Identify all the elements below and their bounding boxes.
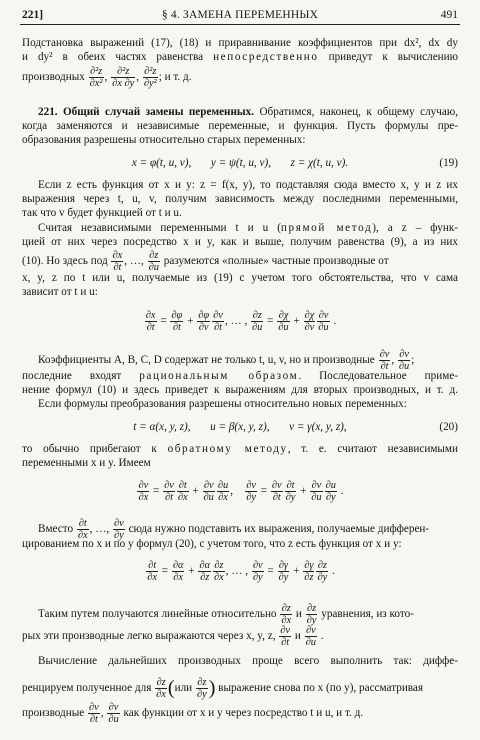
fraction-numerator: ∂φ xyxy=(198,310,210,321)
fraction-denominator: ∂x xyxy=(77,530,88,541)
p9-line-1: Вычисление дальнейших производных проще всего выполнить так: диффе- xyxy=(38,655,458,667)
section-heading: 221. Общий случай замены переменных. xyxy=(38,106,255,118)
fraction xyxy=(196,677,208,700)
fraction xyxy=(252,560,264,583)
fraction-denominator: ∂u xyxy=(305,637,316,648)
p9-line-2 xyxy=(22,677,458,700)
fraction-numerator: ∂u xyxy=(325,480,336,491)
fraction xyxy=(203,480,215,503)
text-run: выражение снова по x (по y), рассматривая xyxy=(218,682,424,695)
fraction-denominator: ∂u xyxy=(278,322,289,333)
p7-line-2: цированием по x и по y формул (20), с учетом того, что z есть функция от x и y: xyxy=(22,538,402,550)
text-run: сюда нужно подставить их выражения, получаемые дифферен- xyxy=(128,523,430,536)
fraction-numerator: ∂v xyxy=(114,518,124,529)
p3-line-2: цией от них через посредство x и y, как и выше, получим равенства (9), а из них xyxy=(22,236,458,248)
text-run: производные xyxy=(22,707,85,720)
fraction-denominator: ∂t xyxy=(164,492,173,503)
fraction xyxy=(271,480,283,503)
fraction xyxy=(172,560,185,583)
text-run: Считая независимыми переменными t и u ( xyxy=(38,222,281,234)
fraction xyxy=(285,480,297,503)
fraction xyxy=(212,310,224,333)
text-run: последние входят xyxy=(22,370,122,382)
text-run: и dy² в обеих частях равенства xyxy=(22,51,204,63)
equation-number-19: (19) xyxy=(439,157,458,169)
fraction xyxy=(137,480,149,503)
fraction xyxy=(213,560,225,583)
fraction-denominator: ∂t xyxy=(281,637,290,648)
fraction xyxy=(145,310,157,333)
p4-line-1: Коэффициенты A, B, C, D содержат не только t, u, v, но и производные $\frac{\partial v}{\partial t}$ , $\frac{\partial v}{\partial u}$ ; xyxy=(22,349,458,372)
equation-partials-xy: $\frac{\partial v}{\partial x}$ = $\frac{\partial v}{\partial t}$ $\frac{\partial t}{\partial x}$ + $\frac{\partial v}{\partial u}$ $\frac{\partial u}{\partial x}$ , $\frac{\partial v}{\partial y}$ = $\frac{\partial v}{\partial t}$ $\frac{\partial t}{\partial y}$ + $\frac{\partial v}{\partial u}$ $\frac{\partial u}{\partial y}$ . xyxy=(138,480,344,503)
fraction xyxy=(316,560,328,583)
fraction xyxy=(217,480,229,503)
fraction-denominator: ∂t xyxy=(380,361,389,372)
text-run: , …, xyxy=(124,255,144,268)
fraction-numerator: ∂²z xyxy=(89,66,103,77)
fraction-denominator: ∂x ∂y xyxy=(112,78,135,89)
fraction xyxy=(398,349,410,372)
text-run: как функции от x и y через посредство t и u, и т. д. xyxy=(123,707,364,720)
fraction-numerator: ∂t xyxy=(178,480,187,491)
fraction xyxy=(88,702,100,725)
fraction-numerator: ∂α xyxy=(199,560,210,571)
fraction-denominator: ∂u xyxy=(148,262,159,273)
fraction-numerator: ∂v xyxy=(108,702,119,713)
text-run: прямой метод xyxy=(280,222,373,234)
fraction-numerator: ∂φ xyxy=(171,310,183,321)
fraction xyxy=(111,66,135,89)
text-run: Коэффициенты A, B, C, D содержат не только t, u, v, но и производные xyxy=(38,354,375,367)
fraction-numerator: ∂χ xyxy=(278,310,289,321)
fraction-denominator: ∂t xyxy=(172,322,181,333)
text-run: . Последовательное приме- xyxy=(298,370,459,382)
fraction xyxy=(306,603,318,626)
fraction-denominator: ∂t xyxy=(272,492,281,503)
intro-line-1: Подстановка выражений (17), (18) и приравнивание коэффициентов при dx², dx dy xyxy=(22,37,458,49)
fraction-denominator: ∂y xyxy=(246,492,256,503)
fraction-denominator: ∂y xyxy=(252,572,263,583)
text-run: ( xyxy=(167,677,175,699)
fraction xyxy=(280,603,292,626)
p3-line-4: x, y, z по t или u, получаемые из (19) с учетом того обстоятельства, что v сама xyxy=(22,272,458,284)
fraction xyxy=(303,560,314,583)
equation-19: x = φ(t, u, v), y = ψ(t, u, v), z = χ(t, u, v). xyxy=(131,157,349,169)
fraction xyxy=(111,250,123,273)
text-run: рациональным образом xyxy=(139,370,299,382)
text-run: разумеются «полные» частные производные от xyxy=(163,255,389,268)
fraction-denominator: ∂x xyxy=(173,572,184,583)
p3-line-5: зависит от t и u: xyxy=(22,286,98,298)
fraction-numerator: ∂v xyxy=(271,480,282,491)
fraction xyxy=(251,310,263,333)
fraction-denominator: ∂x xyxy=(218,492,228,503)
fraction xyxy=(325,480,337,503)
p6-line-1 xyxy=(22,443,458,456)
fraction-denominator: ∂t xyxy=(146,322,155,333)
text-run: , т. е. считают независимыми xyxy=(287,443,458,455)
fraction-denominator: ∂u xyxy=(318,322,329,333)
fraction-numerator: ∂γ xyxy=(304,560,314,571)
fraction-numerator: ∂x xyxy=(112,250,123,261)
text-run: (10). Но здесь под xyxy=(22,255,108,268)
fraction-denominator: ∂t xyxy=(89,714,98,725)
fraction xyxy=(278,560,290,583)
fraction-denominator: ∂y xyxy=(306,615,317,626)
fraction-numerator: ∂v xyxy=(89,702,99,713)
header-rule xyxy=(20,24,460,25)
fraction-denominator: ∂x xyxy=(177,492,188,503)
fraction-numerator: ∂²z xyxy=(144,66,157,77)
fraction xyxy=(304,310,316,333)
fraction xyxy=(155,677,167,700)
text-run: непосредственно xyxy=(213,51,319,63)
fraction-denominator: ∂x xyxy=(213,572,224,583)
fraction xyxy=(107,702,119,725)
equation-partials-alpha-gamma: $\frac{\partial t}{\partial x}$ = $\frac{\partial\alpha}{\partial x}$ + $\frac{\partial\alpha}{\partial z}$ $\frac{\partial z}{\partial x}$ , … , $\frac{\partial v}{\partial y}$ = $\frac{\partial\gamma}{\partial y}$ + $\frac{\partial\gamma}{\partial z}$ $\frac{\partial z}{\partial y}$ . xyxy=(147,560,335,583)
section-title: § 4. ЗАМЕНА ПЕРЕМЕННЫХ xyxy=(161,9,319,21)
text-run: то обычно прибегают к xyxy=(22,443,157,455)
fraction-denominator: ∂u xyxy=(311,492,322,503)
fraction-numerator: ∂z xyxy=(156,677,166,688)
text-run: Обратимся, наконец, к общему случаю, xyxy=(259,106,458,118)
p7-line-1: Вместо $\frac{\partial t}{\partial x}$ , …, $\frac{\partial v}{\partial y}$ сюда нужно подставить их выражения, получаемые дифферен- xyxy=(22,518,458,541)
p2-line-1: Если z есть функция от x и y: z = f(x, y), то подставляя сюда вместо x, y и z их xyxy=(38,179,458,191)
fraction-denominator: ∂z xyxy=(200,572,210,583)
fraction-numerator: ∂z xyxy=(252,310,262,321)
fraction-numerator: ∂v xyxy=(399,349,409,360)
fraction-denominator: ∂u xyxy=(203,492,214,503)
fraction-numerator: ∂z xyxy=(149,250,159,261)
intro-line-3: производных $\frac{\text{∂²z}}{\text{∂x²}}$ , $\frac{\text{∂²z}}{\partial x \partial y}$ , $\frac{\text{∂²z}}{\text{∂y²}}$ ; и т. д. xyxy=(22,66,192,89)
fraction xyxy=(279,625,291,648)
p2-line-2: выражения через t, u, v, получим зависимость между последними переменными, xyxy=(22,193,458,205)
text-run: ) xyxy=(208,677,216,699)
running-header xyxy=(20,9,460,25)
fraction-numerator: ∂v xyxy=(213,310,223,321)
p4-line-3: нение формул (10) и здесь приведет к выражениям для вторых производных, и т. д. xyxy=(22,384,458,396)
fraction-denominator: ∂x xyxy=(147,572,157,583)
fraction-denominator: ∂u xyxy=(108,714,119,725)
fraction-numerator: ∂z xyxy=(306,603,317,614)
p2-line-3: так что v будет функцией от t и u. xyxy=(22,207,182,219)
equation-20: t = α(x, y, z), u = β(x, y, z), v = γ(x, y, z), xyxy=(133,421,347,433)
fraction-numerator: ∂z xyxy=(197,677,207,688)
s221-line-3: образования разрешены относительно старых переменных: xyxy=(22,134,306,146)
fraction xyxy=(148,250,160,273)
fraction-denominator: ∂y xyxy=(278,572,289,583)
page-number-right: 491 xyxy=(440,9,458,21)
fraction-numerator: ∂α xyxy=(172,560,184,571)
p5-line-1: Если формулы преобразования разрешены относительно новых переменных: xyxy=(38,398,407,410)
fraction-numerator: ∂v xyxy=(379,349,390,360)
text-run: приведут к вычислению xyxy=(328,51,459,63)
text-run: производных xyxy=(22,71,85,84)
fraction-numerator: ∂v xyxy=(164,480,174,491)
p3-line-3 xyxy=(22,250,458,273)
fraction-numerator: ∂v xyxy=(138,480,149,491)
fraction-numerator: ∂x xyxy=(145,310,156,321)
fraction-denominator: ∂t xyxy=(113,262,122,273)
fraction-numerator: ∂v xyxy=(203,480,214,491)
fraction-denominator: ∂x xyxy=(138,492,149,503)
fraction-numerator: ∂z xyxy=(317,560,327,571)
fraction xyxy=(379,349,391,372)
fraction-numerator: ∂v xyxy=(318,310,329,321)
fraction-numerator: ∂²z xyxy=(111,66,135,78)
fraction-denominator: ∂z xyxy=(304,572,314,583)
fraction xyxy=(245,480,257,503)
fraction-numerator: ∂v xyxy=(252,560,263,571)
fraction-numerator: ∂t xyxy=(286,480,295,491)
p8-line-2: рых эти производные легко выражаются через x, y, z, $\frac{\partial v}{\partial t}$ и $\frac{\partial v}{\partial u}$ . xyxy=(22,625,324,648)
fraction-denominator: ∂v xyxy=(304,322,315,333)
p9-line-3: производные $\frac{\partial v}{\partial t}$ , $\frac{\partial v}{\partial u}$ как функции от x и y через посредство t и u, и т. д. xyxy=(22,702,364,725)
fraction-denominator: ∂x xyxy=(281,615,292,626)
fraction-denominator: ∂y xyxy=(317,572,328,583)
text-run: и xyxy=(295,608,302,621)
fraction-numerator: ∂γ xyxy=(278,560,289,571)
equation-partials-tu: $\frac{\partial x}{\partial t}$ = $\frac{\partial\varphi}{\partial t}$ + $\frac{\partial\varphi}{\partial v}$ $\frac{\partial v}{\partial t}$ , … , $\frac{\partial z}{\partial u}$ = $\frac{\partial\chi}{\partial u}$ + $\frac{\partial\chi}{\partial v}$ $\frac{\partial v}{\partial u}$ . xyxy=(145,310,337,333)
p6-line-2: переменными x и y. Имеем xyxy=(22,457,151,469)
fraction-numerator: ∂t xyxy=(148,560,157,571)
fraction-denominator: ∂t xyxy=(213,322,222,333)
fraction-denominator: ∂x² xyxy=(89,78,103,89)
fraction-numerator: ∂u xyxy=(217,480,229,491)
fraction-numerator: ∂v xyxy=(311,480,322,491)
fraction-numerator: ∂χ xyxy=(304,310,315,321)
text-run: ренцируем полученное для xyxy=(22,682,152,695)
fraction xyxy=(310,480,322,503)
p8-line-1 xyxy=(22,603,458,626)
fraction-denominator: ∂u xyxy=(398,361,410,372)
fraction-denominator: ∂y xyxy=(196,689,207,700)
fraction-denominator: ∂v xyxy=(198,322,209,333)
fraction xyxy=(305,625,317,648)
p3-line-1 xyxy=(22,222,458,235)
text-run: ), а z – функ- xyxy=(372,222,459,234)
fraction-numerator: ∂t xyxy=(78,518,87,529)
fraction xyxy=(163,480,175,503)
s221-line-2: когда заменяются и независимые переменные, и функция. Пусть формулы пре- xyxy=(22,120,458,132)
equation-number-20: (20) xyxy=(439,421,458,433)
fraction-denominator: ∂y xyxy=(325,492,336,503)
text-run: рых эти производные легко выражаются через x, y, z, xyxy=(22,630,276,643)
text-run: Вместо xyxy=(38,523,74,536)
fraction xyxy=(317,310,329,333)
page-number-left: 221] xyxy=(22,9,44,21)
fraction xyxy=(170,310,183,333)
fraction xyxy=(197,310,210,333)
section-221-heading-line xyxy=(22,106,458,119)
fraction xyxy=(146,560,158,583)
fraction-numerator: ∂v xyxy=(280,625,291,636)
fraction-denominator: ∂y xyxy=(285,492,296,503)
text-run: или xyxy=(174,682,193,695)
fraction-denominator: ∂y² xyxy=(143,78,157,89)
p4-line-2 xyxy=(22,370,458,383)
fraction xyxy=(277,310,289,333)
fraction-denominator: ∂y xyxy=(114,530,124,541)
text-run: и xyxy=(294,630,301,643)
fraction-denominator: ∂x xyxy=(156,689,166,700)
fraction xyxy=(177,480,189,503)
fraction-numerator: ∂v xyxy=(246,480,256,491)
text-run: уравнения, из кото- xyxy=(321,608,414,621)
text-run: Таким путем получаются линейные относительно xyxy=(38,608,277,621)
fraction-numerator: ∂v xyxy=(305,625,316,636)
fraction xyxy=(89,66,104,89)
fraction xyxy=(143,66,158,89)
fraction-denominator: ∂u xyxy=(252,322,263,333)
text-run: обратному методу xyxy=(167,443,288,455)
intro-line-2 xyxy=(22,51,458,64)
fraction-numerator: ∂z xyxy=(214,560,224,571)
fraction xyxy=(198,560,211,583)
text-run: ; и т. д. xyxy=(158,71,192,84)
fraction-numerator: ∂z xyxy=(281,603,291,614)
